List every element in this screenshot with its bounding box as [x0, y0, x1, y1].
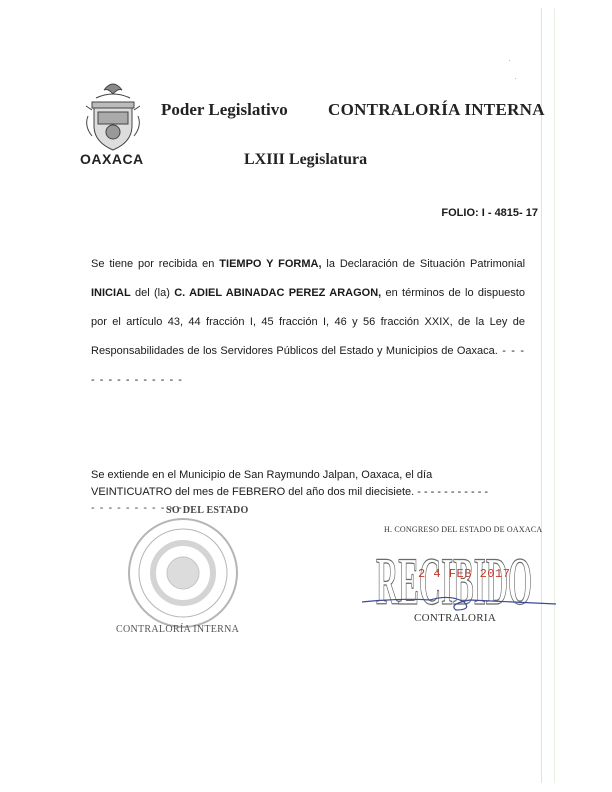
received-date: 2 4 FEB 2017: [418, 567, 511, 581]
paragraph-text: del (la): [130, 287, 175, 299]
recibido-word: RECIBIDO: [376, 543, 532, 619]
legislatura-title: LXIII Legislatura: [244, 151, 368, 168]
paragraph-text: la Declaración de Situación Patrimonial: [321, 258, 526, 270]
stamp-title: H. CONGRESO DEL ESTADO DE OAXACA: [384, 525, 543, 534]
office-title: CONTRALORÍA INTERNA: [328, 100, 545, 119]
scan-speck: ·: [514, 74, 517, 83]
state-name: OAXACA: [80, 151, 144, 167]
oaxaca-crest-icon: [84, 76, 142, 154]
paragraph-dashes: - - - - - - - - - - - - - -: [91, 345, 525, 386]
seal-bottom-text: CONTRALORÍA INTERNA: [116, 624, 240, 635]
paragraph-bold: TIEMPO Y FORMA,: [219, 258, 322, 270]
closing-line: Se extiende en el Municipio de San Raymundo Jalpan, Oaxaca, el día: [91, 469, 433, 481]
declaration-paragraph: [91, 250, 525, 395]
closing-paragraph: [91, 467, 531, 501]
paragraph-bold: INICIAL: [91, 287, 131, 299]
declarant-name: C. ADIEL ABINADAC PEREZ ARAGON,: [174, 287, 382, 299]
scan-speck: ·: [508, 56, 511, 65]
closing-dashes: - - - - - - - - - - - -: [91, 502, 192, 514]
paragraph-text: Se tiene por recibida en: [91, 258, 220, 270]
poder-legislativo-title: Poder Legislativo: [161, 100, 288, 119]
scan-edge-line: [541, 8, 542, 783]
folio-number: FOLIO: I - 4815- 17: [441, 207, 538, 219]
scan-edge-line-2: [554, 8, 555, 783]
paragraph-text: en términos de lo dispuesto por el artículo 43, 44 fracción I, 45 fracción I, 46 y 56 fracción XXIX, de la Ley de Responsabilidades de los Servidores Públicos del Estado y Municipios de Oaxaca.: [91, 287, 525, 357]
stamp-bottom-text: CONTRALORIA: [414, 612, 497, 624]
seal-top-text: SO DEL ESTADO: [166, 505, 249, 516]
closing-line: VEINTICUATRO del mes de FEBRERO del año dos mil diecisiete. - - - - - - - - - - -: [91, 486, 489, 498]
